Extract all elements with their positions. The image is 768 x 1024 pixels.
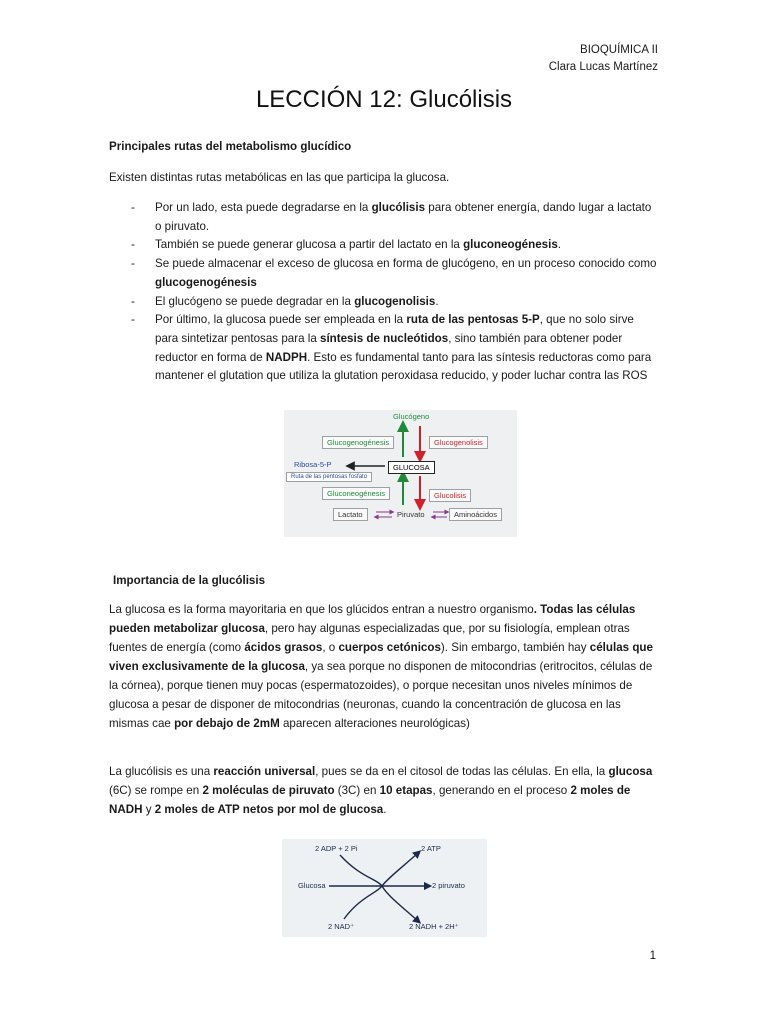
bold-text: células que viven exclusivamente de la glucosa <box>109 641 653 673</box>
text: , pues se da en el citosol de todas las células. En ella, la <box>315 765 609 778</box>
label-ribosa: Ribosa-5-P <box>294 460 332 469</box>
bold-text: ácidos grasos <box>244 641 323 654</box>
section2-paragraph1 <box>109 600 659 733</box>
page-title: LECCIÓN 12: Glucólisis <box>255 86 513 113</box>
text: (3C) en <box>334 784 380 797</box>
text: , que no solo sirve para sintetizar pentosas para la <box>155 313 634 345</box>
text: , o <box>322 641 339 654</box>
glycolysis-summary-diagram <box>282 839 487 937</box>
text: La glucosa es la forma mayoritaria en que los glúcidos entran a nuestro organismo <box>109 603 534 616</box>
label-glucogeno: Glucógeno <box>393 412 430 421</box>
bold-text: NADPH <box>265 350 308 364</box>
header-author: Clara Lucas Martínez <box>548 61 658 73</box>
text: aparecen alteraciones neurológicas) <box>279 717 470 730</box>
text: Por un lado, esta puede degradarse en la <box>155 201 372 214</box>
list-item <box>109 236 659 255</box>
bold-text: por debajo de 2mM <box>174 717 280 730</box>
text: . <box>557 238 562 252</box>
box-glucosa: GLUCOSA <box>388 461 435 474</box>
box-ruta-pentosas: Ruta de las pentosas fosfato <box>286 472 372 482</box>
bold-text: gluconeogénesis <box>463 238 558 252</box>
text: . <box>435 294 439 308</box>
bold-text: síntesis de nucleótidos <box>320 331 449 345</box>
bold-text: cuerpos cetónicos <box>338 641 441 654</box>
box-gluconeogenesis: Gluconeogénesis <box>322 487 390 500</box>
metabolism-diagram <box>284 410 517 537</box>
nadh-curve <box>344 886 418 921</box>
list-dash: - <box>131 313 135 327</box>
text: , pero hay algunas especializadas que, por su fisiología, emplean otras fuentes de energía (como <box>109 622 630 654</box>
box-aminoacidos: Aminoácidos <box>449 508 502 521</box>
bold-text: glucólisis <box>371 201 426 214</box>
bold-text: 10 etapas <box>379 784 433 797</box>
route-list <box>109 199 659 386</box>
page-number: 1 <box>649 950 656 962</box>
bold-text: glucogenolisis <box>354 294 436 308</box>
text: para obtener energía, dando lugar a lactato o piruvato. <box>155 201 652 233</box>
box-lactato: Lactato <box>333 508 368 521</box>
text: Se puede almacenar el exceso de glucosa en forma de glucógeno, en un proceso conocido como <box>155 257 657 271</box>
list-dash: - <box>131 238 135 252</box>
text: (6C) se rompe en <box>109 784 203 797</box>
label-nad: 2 NAD⁺ <box>328 922 355 931</box>
text: Por último, la glucosa puede ser empleada en la <box>155 313 407 327</box>
box-glucogenogenesis: Glucogenogénesis <box>322 436 394 449</box>
text: También se puede generar glucosa a partir del lactato en la <box>155 238 464 252</box>
text: ). Sin embargo, también hay <box>440 641 590 654</box>
list-dash: - <box>131 294 135 308</box>
bold-text: glucogenogénesis <box>155 275 257 289</box>
bold-text: 2 moléculas de piruvato <box>202 784 335 797</box>
list-item <box>109 311 659 386</box>
bold-text: ruta de las pentosas 5-P <box>406 313 540 327</box>
bold-text: glucosa <box>608 765 653 778</box>
section1-intro: Existen distintas rutas metabólicas en las que participa la glucosa. <box>109 171 450 184</box>
box-glucogenolisis: Glucogenolisis <box>429 436 488 449</box>
header-course: BIOQUÍMICA II <box>580 44 658 56</box>
section2-paragraph2 <box>109 762 659 819</box>
box-glucolisis: Glucolisis <box>429 489 471 502</box>
section2-heading: Importancia de la glucólisis <box>113 574 266 587</box>
text: y <box>142 803 155 816</box>
bold-text: 2 moles de NADH <box>109 784 631 816</box>
text: El glucógeno se puede degradar en la <box>155 294 355 308</box>
text: , ya sea porque no disponen de mitocondrias (eritrocitos, células de la córnea), porque tienen muy pocas (espermatozoides), o porque necesitan unos niveles mínimos de glucosa a pesar de disponer de mitocondrias (neuronas, cuando la concentración de glucosa en las mismas cae <box>109 660 653 730</box>
label-adp: 2 ADP + 2 Pi <box>315 844 358 853</box>
text: . <box>383 803 387 816</box>
section1-heading: Principales rutas del metabolismo glucídico <box>109 140 352 153</box>
bold-text: . Todas las células pueden metabolizar glucosa <box>109 603 636 635</box>
list-item <box>109 293 659 312</box>
atp-curve <box>340 853 418 886</box>
bold-text: reacción universal <box>213 765 316 778</box>
label-piruvato: 2 piruvato <box>432 881 465 890</box>
text: . Esto es fundamental tanto para las síntesis reductoras como para mantener el glutation que utiliza la glutation peroxidasa reducido, y poder luchar contra las ROS <box>155 350 652 383</box>
text: , sino también para obtener poder reductor en forma de <box>155 331 623 364</box>
list-item <box>109 199 659 236</box>
bold-text: 2 moles de ATP netos por mol de glucosa <box>154 803 384 816</box>
list-item <box>109 255 659 292</box>
label-piruvato: Piruvato <box>397 510 425 519</box>
list-dash: - <box>131 257 135 271</box>
text: , generando en el proceso <box>432 784 571 797</box>
label-nadh: 2 NADH + 2H⁺ <box>409 922 459 931</box>
text: La glucólisis es una <box>109 765 214 778</box>
label-glucosa: Glucosa <box>298 881 326 890</box>
label-atp: 2 ATP <box>421 844 441 853</box>
list-dash: - <box>131 201 135 214</box>
